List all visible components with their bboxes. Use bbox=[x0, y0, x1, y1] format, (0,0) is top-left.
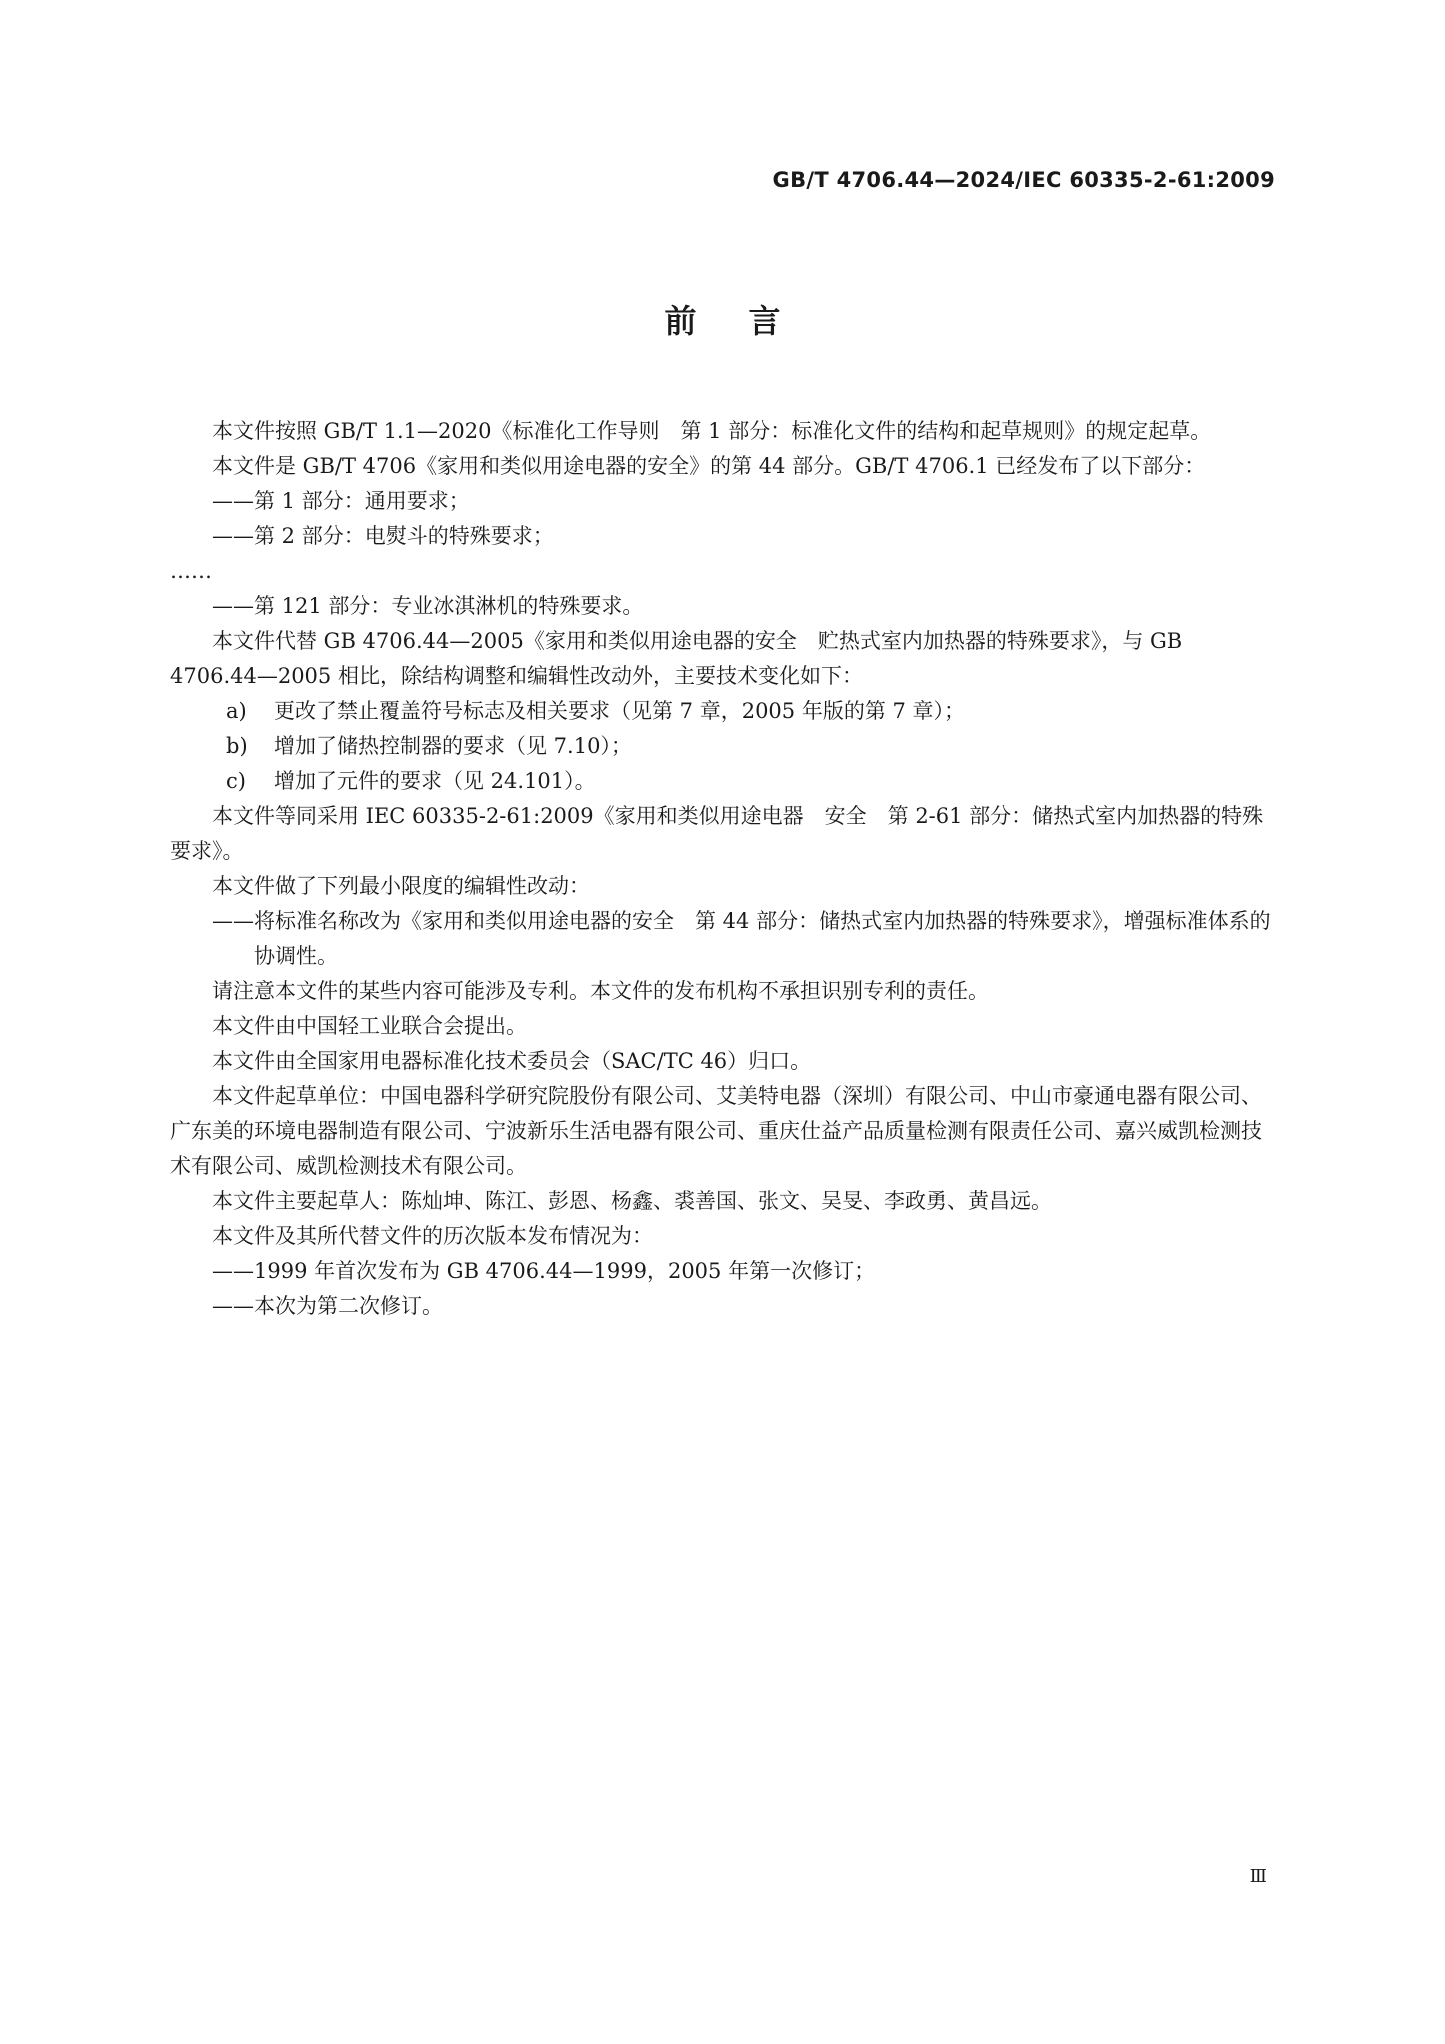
foreword-body bbox=[170, 414, 1275, 1324]
title-char-1: 前 bbox=[664, 302, 697, 340]
paragraph-version-history: 本文件及其所代替文件的历次版本发布情况为： bbox=[212, 1224, 653, 1248]
change-item-label: b) bbox=[226, 734, 248, 758]
page-title bbox=[0, 296, 1445, 342]
list-item-history-current: ——本次为第二次修订。 bbox=[212, 1294, 443, 1318]
paragraph-proposed-by: 本文件由中国轻工业联合会提出。 bbox=[212, 1014, 527, 1038]
paragraph-series-part: 本文件是 GB/T 4706《家用和类似用途电器的安全》的第 44 部分。GB/T 4706.1 已经发布了以下部分： bbox=[212, 454, 1206, 478]
paragraph-technical-committee: 本文件由全国家用电器标准化技术委员会（SAC/TC 46）归口。 bbox=[212, 1049, 812, 1073]
standard-code-header: GB/T 4706.44—2024/IEC 60335-2-61:2009 bbox=[772, 168, 1275, 192]
change-item-b bbox=[170, 729, 1275, 764]
list-item-part-2: ——第 2 部分：电熨斗的特殊要求； bbox=[212, 524, 554, 548]
change-item-label: a) bbox=[226, 699, 247, 723]
title-char-2: 言 bbox=[748, 302, 781, 340]
list-item-part-1: ——第 1 部分：通用要求； bbox=[212, 489, 470, 513]
paragraph-equivalence: 本文件等同采用 IEC 60335-2-61:2009《家用和类似用途电器 安全 第 2-61 部分：储热式室内加热器的特殊要求》。 bbox=[170, 804, 1264, 863]
paragraph-patent-notice: 请注意本文件的某些内容可能涉及专利。本文件的发布机构不承担识别专利的责任。 bbox=[212, 979, 989, 1003]
list-ellipsis: …… bbox=[170, 559, 212, 583]
paragraph-editorial-changes: 本文件做了下列最小限度的编辑性改动： bbox=[212, 874, 590, 898]
list-item-rename: ——将标准名称改为《家用和类似用途电器的安全 第 44 部分：储热式室内加热器的特殊要求》，增强标准体系的协调性。 bbox=[212, 909, 1271, 968]
list-item-part-121: ——第 121 部分：专业冰淇淋机的特殊要求。 bbox=[212, 594, 644, 618]
paragraph-replacement: 本文件代替 GB 4706.44—2005《家用和类似用途电器的安全 贮热式室内加热器的特殊要求》，与 GB 4706.44—2005 相比，除结构调整和编辑性改动外，主要技术变化如下： bbox=[170, 629, 1183, 688]
paragraph-drafters: 本文件主要起草人：陈灿坤、陈江、彭恩、杨鑫、裘善国、张文、吴旻、李政勇、黄昌远。 bbox=[212, 1189, 1052, 1213]
list-item-history-1999: ——1999 年首次发布为 GB 4706.44—1999，2005 年第一次修订； bbox=[212, 1259, 876, 1283]
change-item-c bbox=[170, 764, 1275, 799]
page-number: Ⅲ bbox=[1249, 1866, 1267, 1887]
paragraph-drafting-organizations: 本文件起草单位：中国电器科学研究院股份有限公司、艾美特电器（深圳）有限公司、中山市豪通电器有限公司、广东美的环境电器制造有限公司、宁波新乐生活电器有限公司、重庆仕益产品质量检测有限责任公司、嘉兴威凯检测技术有限公司、威凯检测技术有限公司。 bbox=[170, 1084, 1262, 1178]
change-item-text: 更改了禁止覆盖符号标志及相关要求（见第 7 章，2005 年版的第 7 章）； bbox=[274, 699, 966, 723]
change-item-label: c) bbox=[226, 769, 246, 793]
paragraph-drafting-rules: 本文件按照 GB/T 1.1—2020《标准化工作导则 第 1 部分：标准化文件的结构和起草规则》的规定起草。 bbox=[212, 419, 1212, 443]
change-item-a bbox=[170, 694, 1275, 729]
change-item-text: 增加了元件的要求（见 24.101）。 bbox=[274, 769, 596, 793]
change-item-text: 增加了储热控制器的要求（见 7.10）； bbox=[274, 734, 632, 758]
